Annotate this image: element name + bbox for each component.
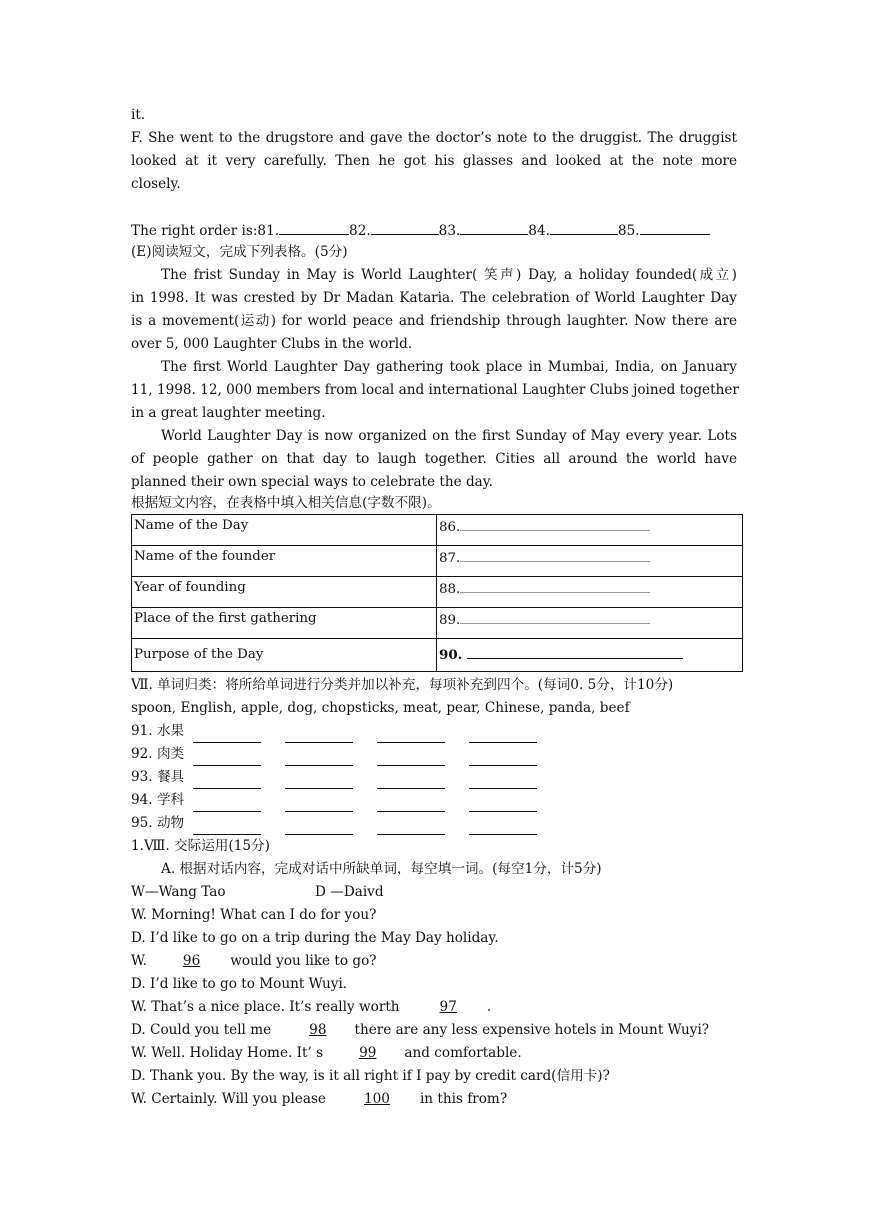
text-line: it. [131, 107, 146, 123]
word-blank[interactable] [469, 772, 537, 789]
order-prefix: The right order is:81. [131, 223, 280, 239]
answer-number: 86. [439, 520, 461, 535]
text-line: closely. [131, 176, 181, 192]
dialog-text: and comfortable. [404, 1045, 522, 1061]
word-blank[interactable] [377, 726, 445, 743]
table-label: Place of the first gathering [132, 608, 437, 639]
answer-blank-84[interactable] [550, 218, 618, 235]
word-list: spoon, English, apple, dog, chopsticks, meat, pear, Chinese, panda, beef [131, 700, 630, 716]
passage-line: of people gather on that day to laugh together. Cities all around the world have [131, 451, 737, 467]
word-blank[interactable] [469, 795, 537, 812]
category-row [131, 720, 737, 743]
dialog-text: in this from? [419, 1091, 508, 1107]
answer-blank-81[interactable] [279, 218, 349, 235]
document-page [131, 104, 737, 1111]
table-row [132, 546, 743, 577]
section-vii-heading: Ⅶ. 单词归类：将所给单词进行分类并加以补充，每项补充到四个。(每词0. 5分，计10分) [131, 677, 674, 693]
category-label: 94. 学科 [131, 792, 185, 808]
dialog-line [131, 1019, 737, 1042]
answer-blank-85[interactable] [640, 218, 710, 235]
word-blank[interactable] [469, 749, 537, 766]
category-label: 95. 动物 [131, 815, 185, 831]
dialog-line [131, 996, 737, 1019]
blank-number-100[interactable]: 100 [363, 1091, 390, 1107]
word-blank[interactable] [193, 749, 261, 766]
category-label: 92. 肉类 [131, 746, 185, 762]
dialog-line: D. I’d like to go on a trip during the May Day holiday. [131, 930, 499, 946]
word-blank[interactable] [285, 726, 353, 743]
dialog-text: W. Certainly. Will you please [131, 1091, 326, 1107]
role-w: W—Wang Tao [131, 884, 226, 900]
answer-blank-83[interactable] [460, 218, 528, 235]
text-line: F. She went to the drugstore and gave the doctor’s note to the druggist. The druggist [131, 130, 737, 146]
info-table [131, 514, 743, 672]
category-row [131, 812, 737, 835]
dialog-line [131, 1042, 737, 1065]
order-85: 85. [617, 223, 640, 239]
word-blank[interactable] [285, 772, 353, 789]
passage-line: planned their own special ways to celebrate the day. [131, 474, 493, 490]
dialog-line: D. I’d like to go to Mount Wuyi. [131, 976, 348, 992]
dialog-text: W. [131, 953, 147, 969]
word-blank[interactable] [193, 818, 261, 835]
order-84: 84. [528, 223, 550, 239]
answer-number: 87. [439, 551, 461, 566]
table-row [132, 577, 743, 608]
answer-line[interactable] [460, 546, 650, 562]
word-blank[interactable] [285, 818, 353, 835]
roles-line [131, 881, 737, 904]
category-row [131, 743, 737, 766]
table-answer-cell[interactable] [437, 515, 743, 546]
text-line: looked at it very carefully. Then he got his glasses and looked at the note more [131, 153, 737, 169]
section-viii-heading: 1.Ⅷ. 交际运用(15分) [131, 838, 270, 854]
category-row [131, 789, 737, 812]
table-row [132, 608, 743, 639]
dialog-line [131, 950, 737, 973]
category-label: 93. 餐具 [131, 769, 185, 785]
table-label: Name of the Day [132, 515, 437, 546]
dialog-text: . [486, 999, 492, 1015]
answer-number: 89. [439, 613, 461, 628]
passage-line: in a great laughter meeting. [131, 405, 326, 421]
dialog-text: there are any less expensive hotels in Mount Wuyi? [354, 1022, 710, 1038]
passage-line: is a movement(运动) for world peace and friendship through laughter. Now there are [131, 313, 737, 329]
word-blank[interactable] [377, 818, 445, 835]
table-label: Year of founding [132, 577, 437, 608]
word-blank[interactable] [285, 749, 353, 766]
dialog-line: W. Morning! What can I do for you? [131, 907, 377, 923]
passage-line: The frist Sunday in May is World Laughter( 笑声) Day, a holiday founded(成立) [161, 267, 737, 283]
order-83: 83. [438, 223, 461, 239]
passage-line: in 1998. It was crested by Dr Madan Kataria. The celebration of World Laughter Day [131, 290, 737, 306]
word-blank[interactable] [469, 726, 537, 743]
dialog-text: would you like to go? [230, 953, 377, 969]
answer-line[interactable] [460, 515, 650, 531]
passage-line: over 5, 000 Laughter Clubs in the world. [131, 336, 413, 352]
passage-line: The first World Laughter Day gathering took place in Mumbai, India, on January [161, 359, 737, 375]
dialog-text: W. That’s a nice place. It’s really worth [131, 999, 400, 1015]
role-d: D —Daivd [315, 884, 384, 900]
answer-line[interactable] [460, 608, 650, 624]
answer-line[interactable] [467, 643, 683, 659]
word-blank[interactable] [377, 772, 445, 789]
word-blank[interactable] [469, 818, 537, 835]
table-label: Name of the founder [132, 546, 437, 577]
blank-number-99[interactable]: 99 [359, 1045, 377, 1061]
table-answer-cell[interactable] [437, 639, 743, 672]
order-82: 82. [349, 223, 371, 239]
table-row [132, 639, 743, 672]
answer-number: 90. [439, 647, 463, 663]
order-line [131, 218, 737, 241]
table-label: Purpose of the Day [132, 639, 437, 672]
dialog-text: W. Well. Holiday Home. It’ s [131, 1045, 324, 1061]
table-answer-cell[interactable] [437, 608, 743, 639]
category-label: 91. 水果 [131, 723, 185, 739]
blank-number-96[interactable]: 96 [182, 953, 201, 969]
passage-line: World Laughter Day is now organized on the first Sunday of May every year. Lots [161, 428, 737, 444]
table-intro: 根据短文内容，在表格中填入相关信息(字数不限)。 [131, 495, 441, 511]
blank-number-97[interactable]: 97 [439, 999, 457, 1015]
word-blank[interactable] [285, 795, 353, 812]
answer-number: 88. [439, 582, 461, 597]
word-blank[interactable] [193, 726, 261, 743]
section-e-heading: (E)阅读短文，完成下列表格。(5分) [131, 244, 348, 260]
blank-number-98[interactable]: 98 [309, 1022, 327, 1038]
spacer [131, 196, 737, 218]
word-blank[interactable] [193, 795, 261, 812]
section-viii-sub: A. 根据对话内容，完成对话中所缺单词，每空填一词。(每空1分，计5分) [161, 861, 602, 877]
table-answer-cell[interactable] [437, 577, 743, 608]
word-blank[interactable] [377, 749, 445, 766]
word-blank[interactable] [377, 795, 445, 812]
table-answer-cell[interactable] [437, 546, 743, 577]
dialog-text: D. Could you tell me [131, 1022, 272, 1038]
category-row [131, 766, 737, 789]
dialog-line: D. Thank you. By the way, is it all right if I pay by credit card(信用卡)? [131, 1068, 610, 1084]
word-blank[interactable] [193, 772, 261, 789]
answer-line[interactable] [460, 577, 650, 593]
dialog-line [131, 1088, 737, 1111]
table-row [132, 515, 743, 546]
passage-line: 11, 1998. 12, 000 members from local and international Laughter Clubs joined together [131, 382, 739, 398]
answer-blank-82[interactable] [371, 218, 439, 235]
